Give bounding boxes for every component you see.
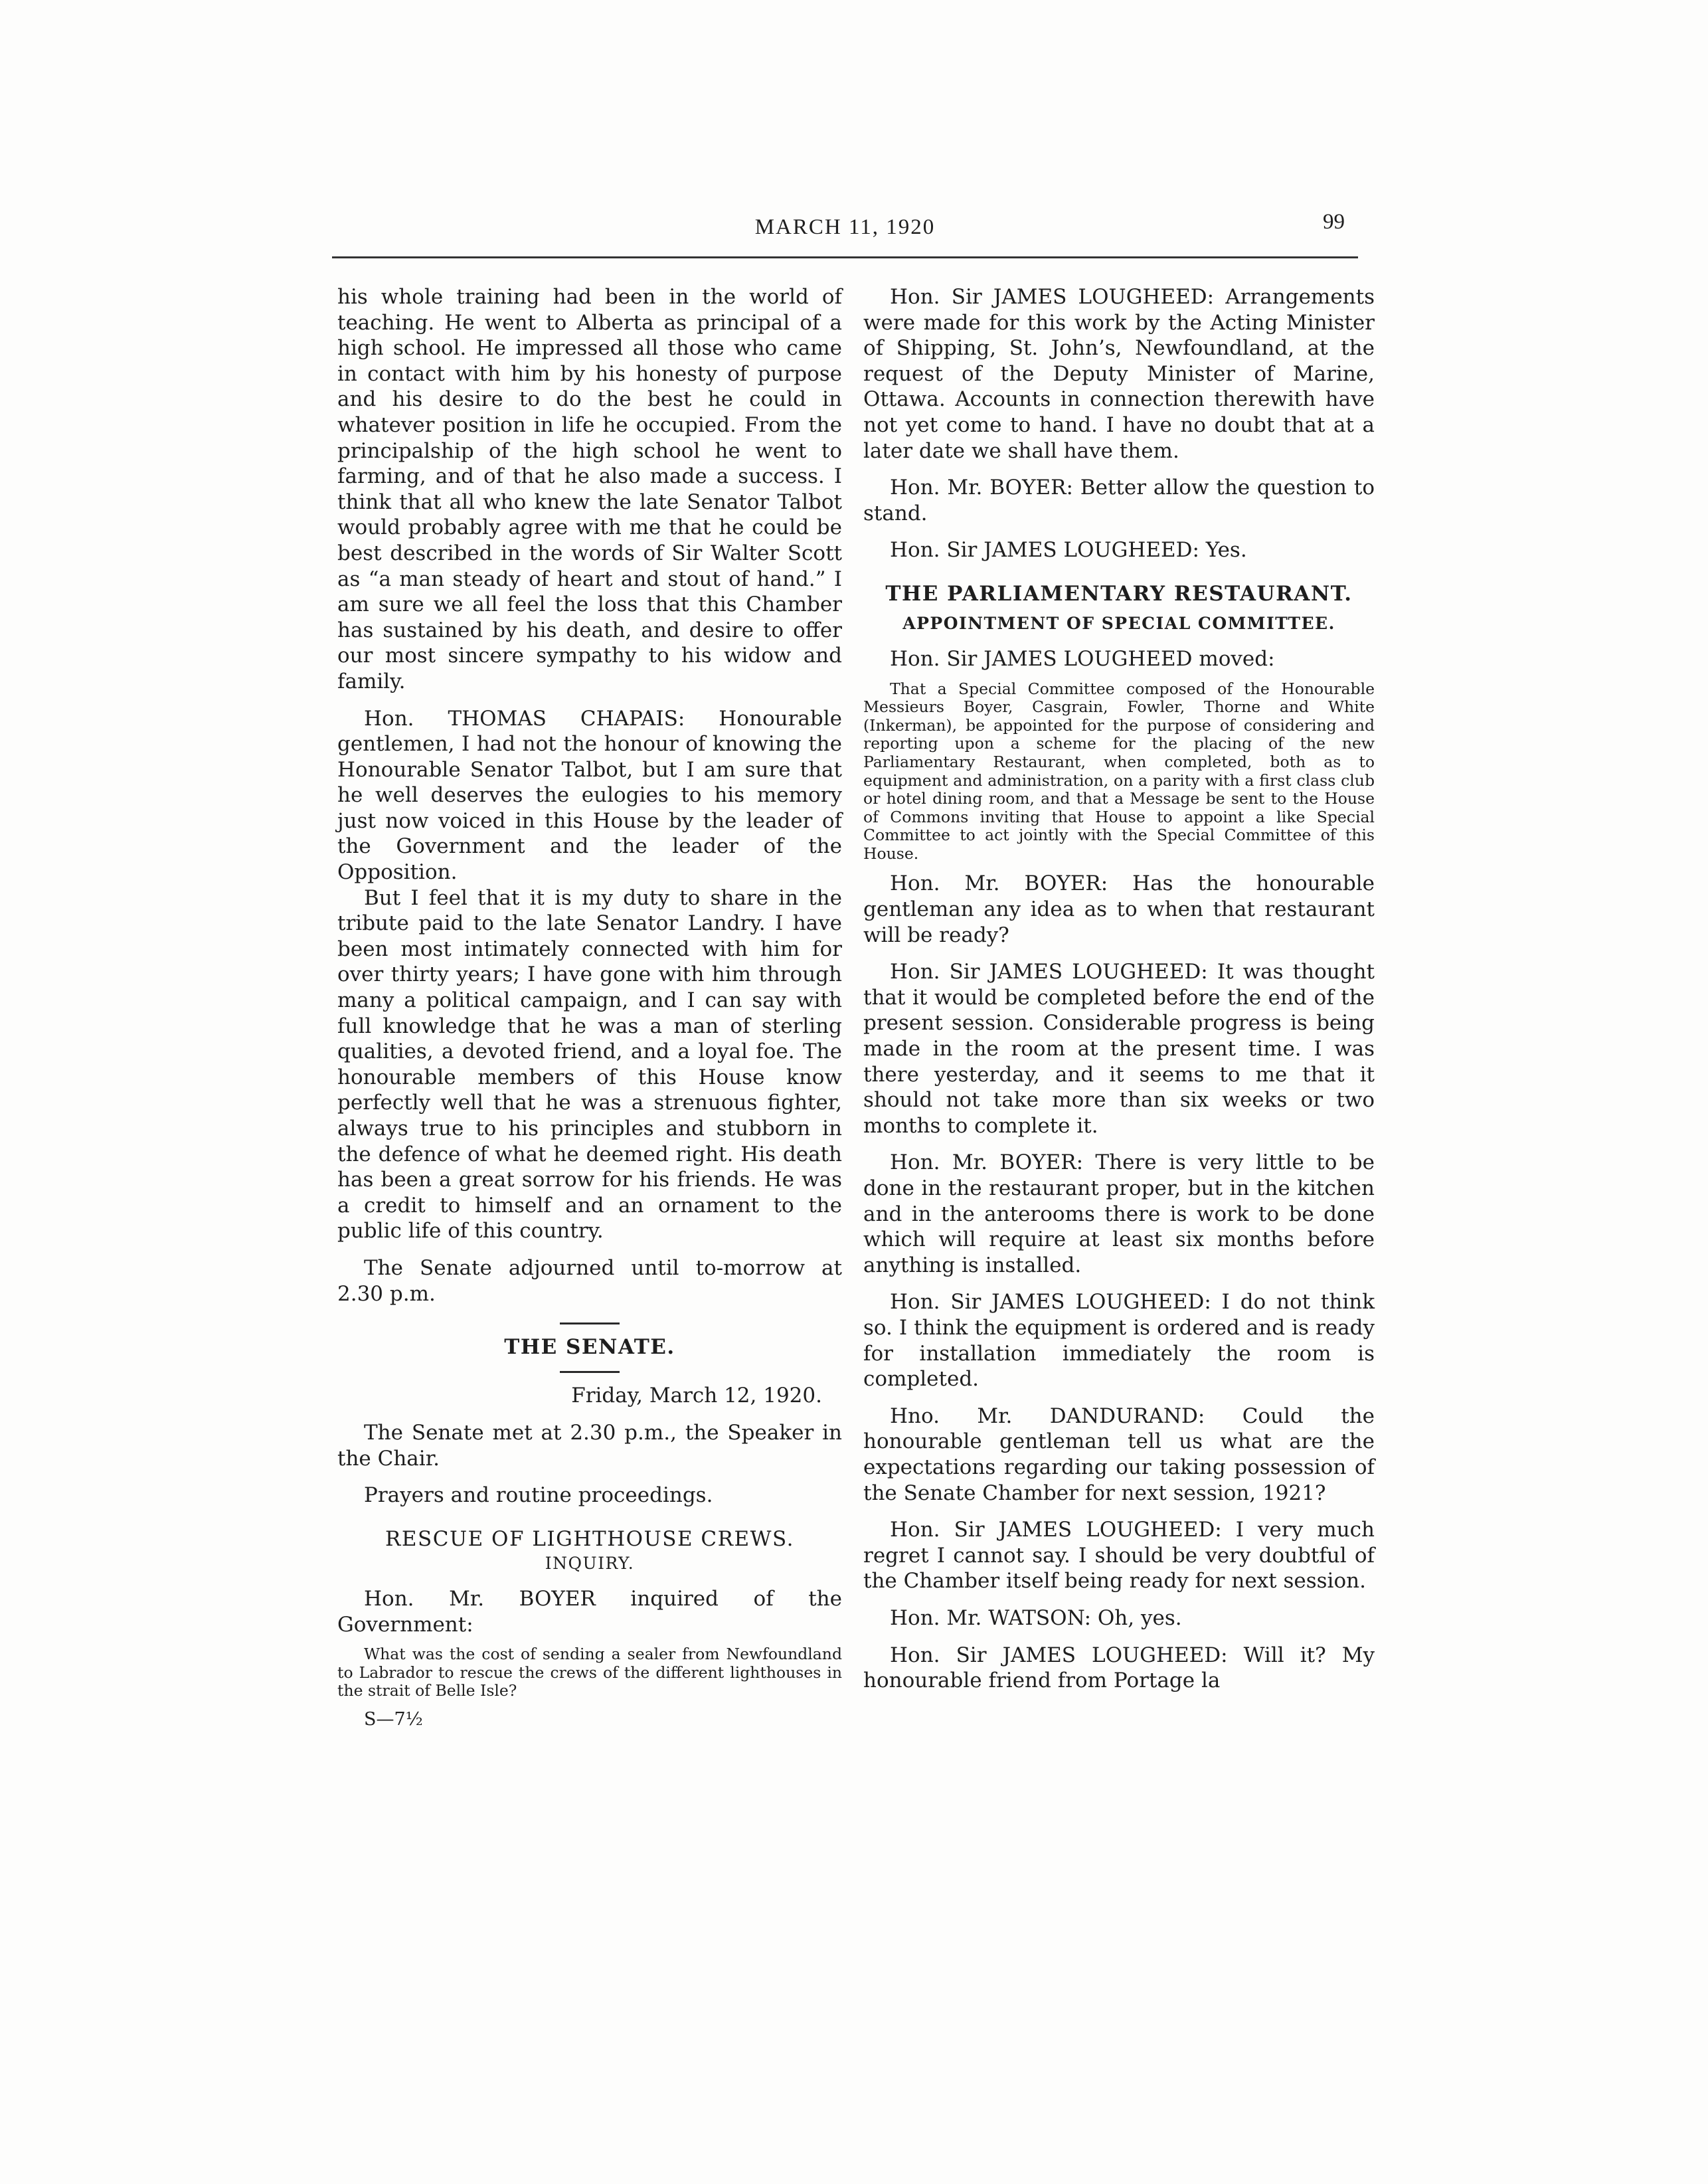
paragraph: Hon. Sir JAMES LOUGHEED: Will it? My honourable friend from Portage la [863,1643,1375,1693]
paragraph: Hon. Sir JAMES LOUGHEED moved: [890,646,1275,671]
paragraph: Hon. Sir JAMES LOUGHEED: Arrangements were made for this work by the Acting Minister of Shipping, St. John’s, Newfoundland, at the request of the Deputy Minister of Marine, Ottawa. Accounts in connection therewith have not yet come to hand. I have no doubt that at a later date we shall have them. [863,285,1375,463]
paragraph: Hon. THOMAS CHAPAIS: Honourable gentlemen, I had not the honour of knowing the Honourable Senator Talbot, but I am sure that he well deserves the eulogies to his memory just now voiced in this House by the leader of the Government and the leader of the Opposition. [337,706,842,885]
page-number: 99 [1323,210,1345,234]
header-rule [332,256,1358,258]
paragraph: Prayers and routine proceedings. [364,1483,713,1508]
paragraph: But I feel that it is my duty to share in the tribute paid to the late Senator Landry. I have been most intimately connected with him for over thirty years; I have gone with him through many a political campaign, and I can say with full knowledge that he was a man of sterling qualities, a devoted friend, and a loyal foe. The honourable members of this House know perfectly well that he was a strenuous fighter, always true to his principles and stubborn in the defence of what he deemed right. His death has been a great sorrow for his friends. He was a credit to himself and an ornament to the public life of this country. [337,885,842,1243]
paragraph: Hon. Sir JAMES LOUGHEED: I very much regret I cannot say. I should be very doubtful of the Chamber itself being ready for next session. [863,1518,1375,1593]
header-date: MARCH 11, 1920 [754,215,936,239]
section-divider [560,1322,620,1324]
section-heading: THE PARLIAMENTARY RESTAURANT. [885,581,1353,606]
section-subheading: APPOINTMENT OF SPECIAL COMMITTEE. [902,613,1335,633]
paragraph: Hon. Sir JAMES LOUGHEED: It was thought that it would be completed before the end of the present session. Considerable progress is being made in the room at the present time. I was there yesterday, and it seems to me that it should not take more than six weeks or two months to complete it. [863,960,1375,1138]
paragraph: Hon. Mr. BOYER: Has the honourable gentleman any idea as to when that restaurant will be ready? [863,871,1375,947]
paragraph: his whole training had been in the world of teaching. He went to Alberta as principal of a high school. He impressed all those who came in contact with him by his honesty of purpose and his desire to do the best he could in whatever position in life he occupied. From the principalship of the high school he went to farming, and of that he also made a success. I think that all who knew the late Senator Talbot would probably agree with me that he could be best described in the words of Sir Walter Scott as “a man steady of heart and stout of hand.” I am sure we all feel the loss that this Chamber has sustained by his death, and desire to offer our most sincere sympathy to his widow and family. [337,285,842,693]
paragraph: Hno. Mr. DANDURAND: Could the honourable gentleman tell us what are the expectations regarding our taking possession of the Senate Chamber for next session, 1921? [863,1404,1375,1505]
paragraph: Hon. Mr. WATSON: Oh, yes. [890,1605,1182,1630]
section-subheading: INQUIRY. [545,1553,635,1573]
paragraph: Hon. Mr. BOYER: There is very little to be done in the restaurant proper, but in the kitchen and in the anterooms there is work to be done which will require at least six months before anything is installed. [863,1150,1375,1277]
page-header [332,210,1358,263]
section-divider [560,1371,620,1373]
motion-text: That a Special Committee composed of the Honourable Messieurs Boyer, Casgrain, Fowler, Thorne and White (Inkerman), be appointed for the purpose of considering and reporting upon a scheme for the placing of the new Parliamentary Restaurant, when completed, both as to equipment and administration, on a parity with a first class club or hotel dining room, and that a Message be sent to the House of Commons inviting that House to appoint a like Special Committee to act jointly with the Special Committee of this House. [863,679,1375,863]
paragraph: Hon. Sir JAMES LOUGHEED: I do not think so. I think the equipment is ordered and is ready for installation immediately the room is completed. [863,1290,1375,1392]
paragraph: The Senate met at 2.30 p.m., the Speaker in the Chair. [337,1421,842,1471]
paragraph: The Senate adjourned until to-morrow at 2.30 p.m. [337,1255,842,1306]
sitting-date: Friday, March 12, 1920. [571,1384,822,1408]
right-column [863,284,1375,1694]
section-heading: RESCUE OF LIGHTHOUSE CREWS. [385,1526,794,1551]
signature-mark: S—7½ [364,1708,423,1730]
paragraph: Hon. Sir JAMES LOUGHEED: Yes. [890,538,1247,563]
left-column [337,284,842,1731]
quoted-question: What was the cost of sending a sealer from Newfoundland to Labrador to rescue the crews of the different lighthouses in the strait of Belle Isle? [337,1645,842,1700]
paragraph: Hon. Mr. BOYER: Better allow the question to stand. [863,476,1375,525]
section-heading: THE SENATE. [504,1335,675,1360]
paragraph: Hon. Mr. BOYER inquired of the Government: [337,1586,842,1637]
